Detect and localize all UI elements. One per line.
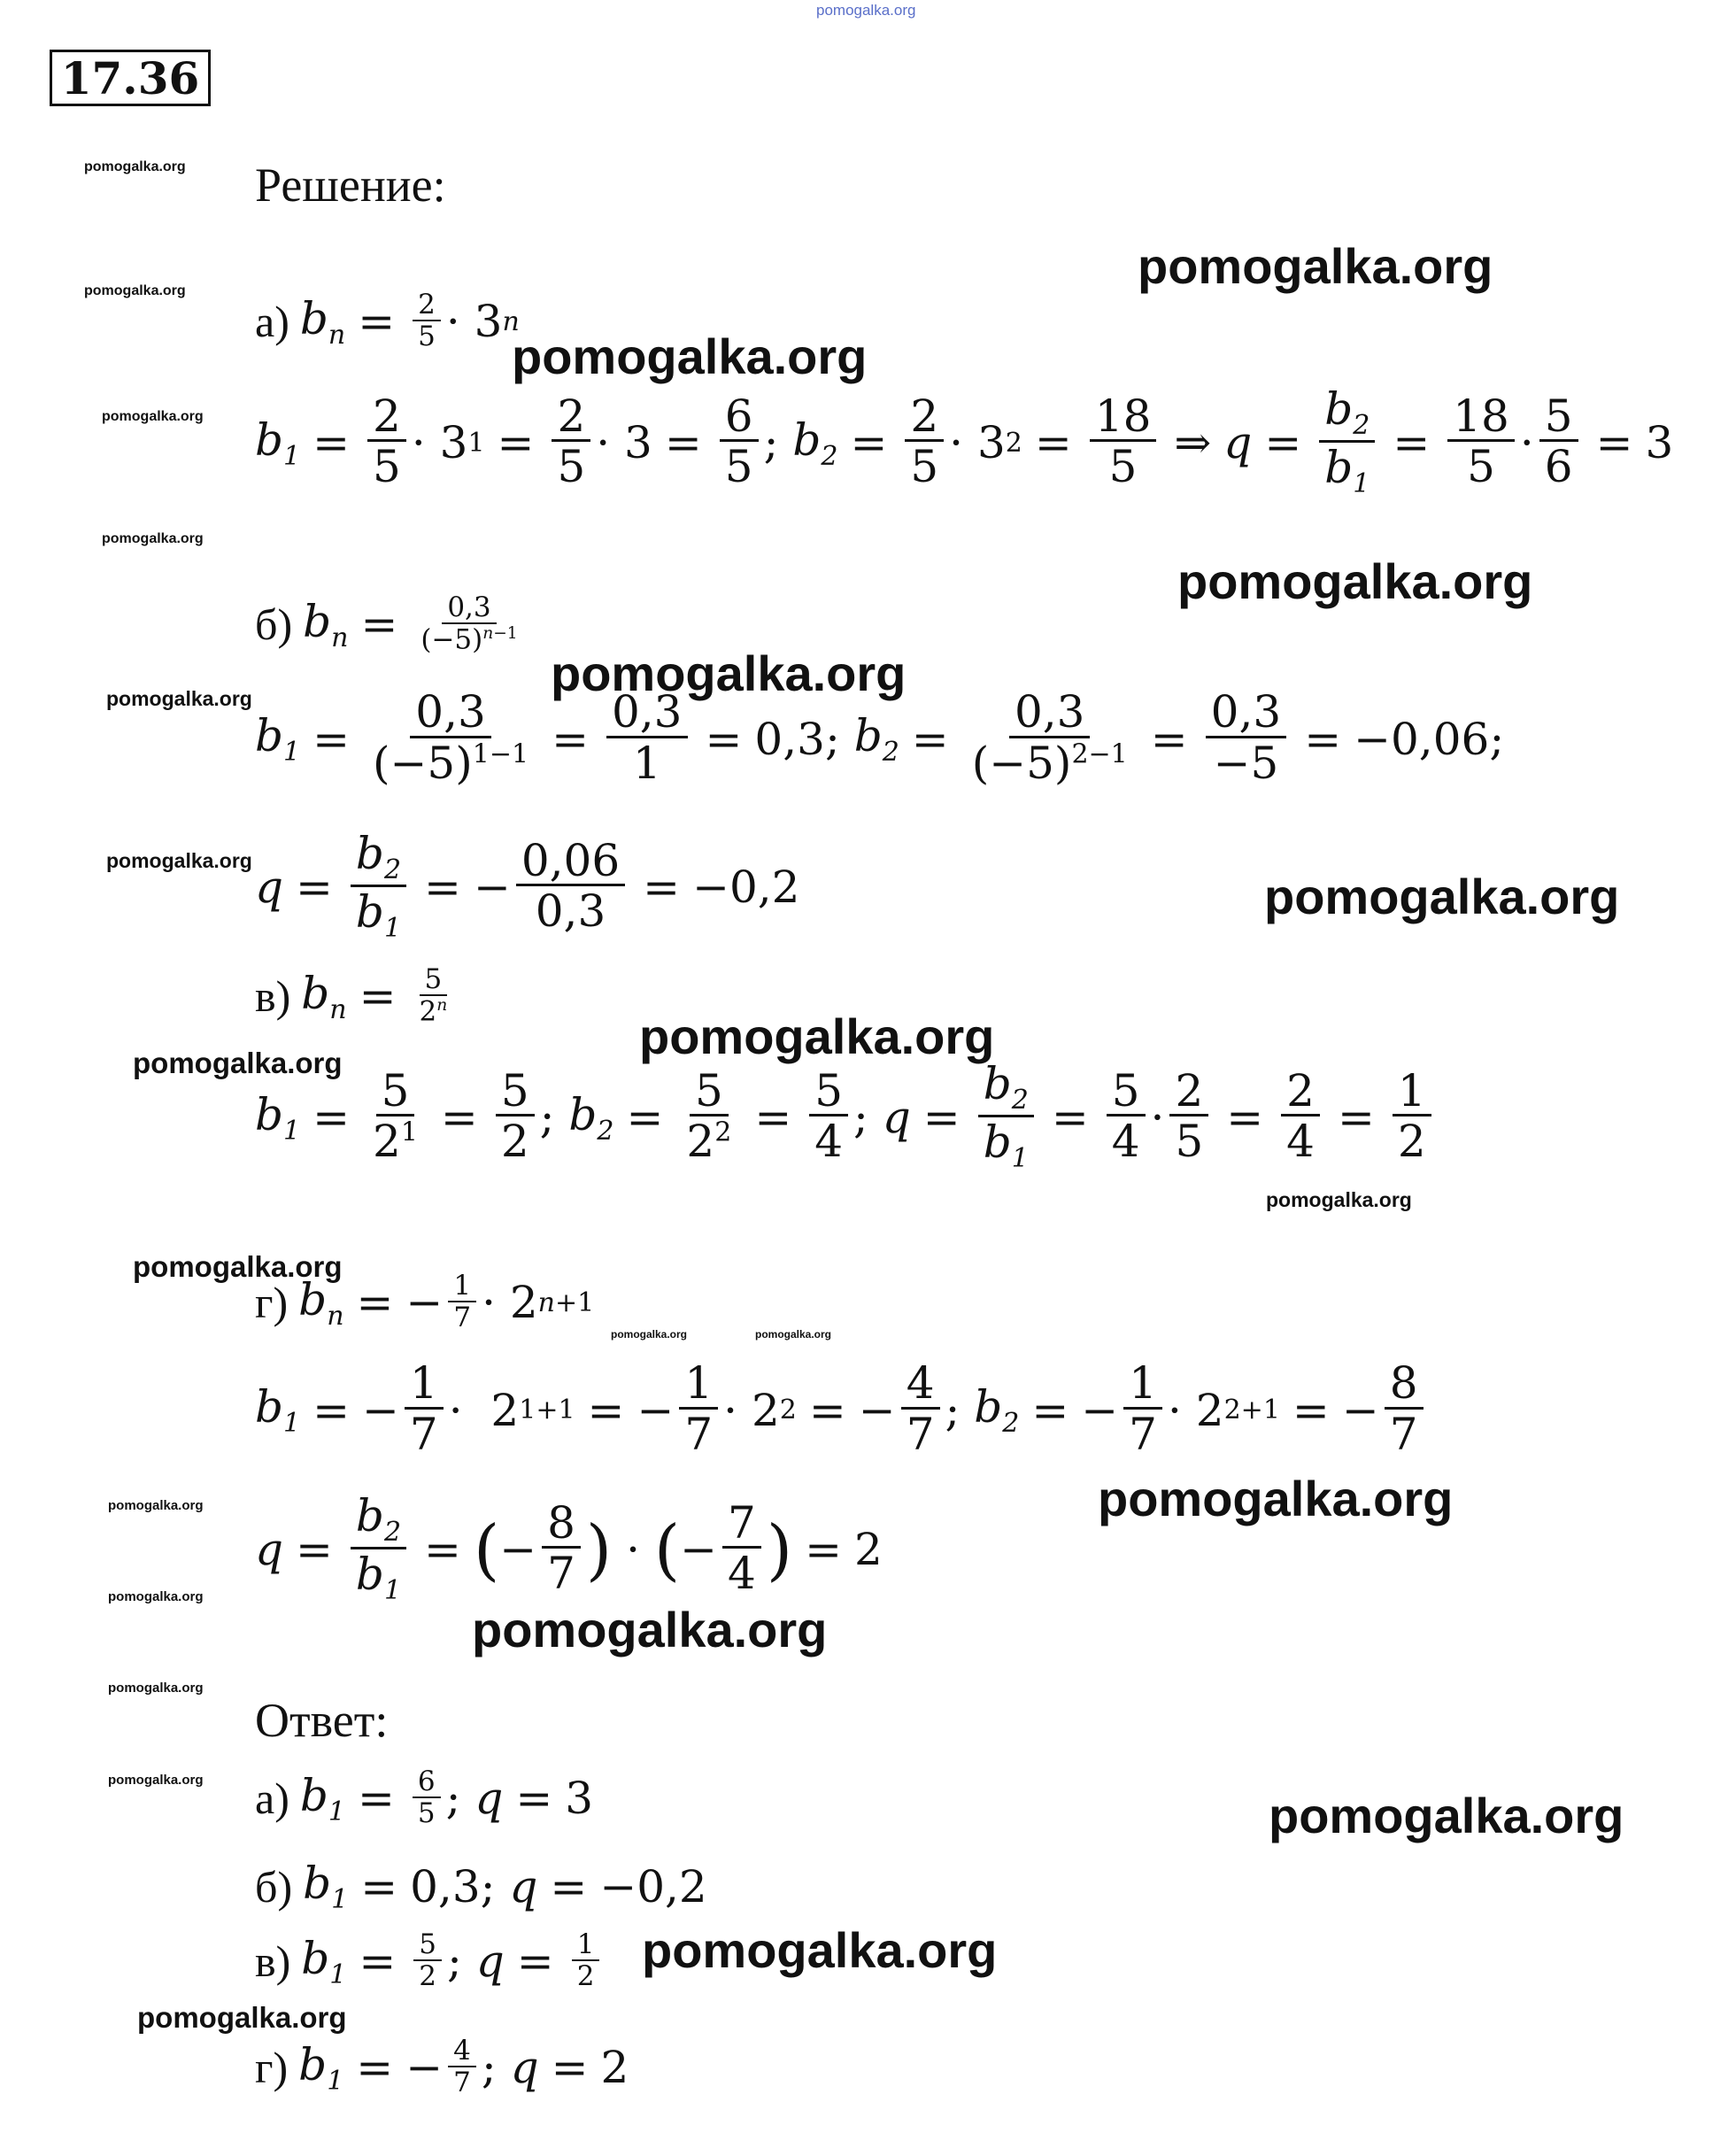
part-b-given: б) $b_n$ = $\frac{0,3}{(-5)^{n-1}}$ [255,591,518,655]
answer-heading: Ответ: [255,1694,389,1747]
part-a-given: а) $b_n$ = $\frac{2}{5}$ · 3 n [255,289,520,352]
watermark: pomogalka.org [551,645,907,701]
watermark: pomogalka.org [639,1008,995,1064]
part-v-given: в) $b_n$ = $\frac{5}{2^n}$ [255,963,448,1027]
watermark: pomogalka.org [512,328,868,384]
part-g-given: г) $b_n$ = − $\frac{1}{7}$ · 2 n+1 [255,1270,595,1333]
watermark: pomogalka.org [642,1922,998,1978]
watermark: pomogalka.org [84,159,186,174]
watermark: pomogalka.org [108,1681,204,1696]
answer-g: г) $b_1$ = − $\frac{4}{7}$ ; q = 2 [255,2035,629,2098]
watermark: pomogalka.org [108,1498,204,1513]
watermark: pomogalka.org [84,283,186,298]
answer-b: б) $b_1$ = 0,3 ; q = −0,2 [255,1858,707,1915]
task-number-box: 17.36 [50,50,211,106]
part-b-computation: $b_1$ = $\frac{0,3}{(-5)^{1-1}}$ = $\frac{0,3}{1}$ = 0,3 ; $b_2$ = $\frac{0,3}{(-5)^{2-1}}$ = $\frac{0,3}{-5}$ = −0,06; [255,686,1505,789]
watermark: pomogalka.org [1098,1471,1454,1526]
watermark: pomogalka.org [1264,869,1620,924]
watermark: pomogalka.org [472,1602,828,1657]
part-v-computation: $b_1$ = $\frac{5}{2^1}$ = $\frac{5}{2}$ ; $b_2$ = $\frac{5}{2^2}$ = $\frac{5}{4}$ ; q = $\frac{b_2}{b_1}$ = $\frac{5}{4}$ · $\frac{2}{5}$ = $\frac{2}{4}$ = $\frac{1}{2}$ [255,1061,1437,1174]
watermark: pomogalka.org [611,1328,688,1341]
solution-heading: Решение: [255,158,446,212]
watermark: pomogalka.org [133,1250,343,1283]
watermark: pomogalka.org [1138,238,1493,294]
answer-v: в) $b_1$ = $\frac{5}{2}$ ; q = $\frac{1}{2}$ [255,1930,605,1992]
watermark: pomogalka.org [108,1773,204,1788]
fraction: $\frac{2}{5}$ [413,290,441,352]
watermark: pomogalka.org [106,849,252,872]
label-b: б) [255,599,293,650]
watermark: pomogalka.org [137,2001,347,2034]
watermark: pomogalka.org [102,409,204,424]
part-b-ratio: q = $\frac{b_2}{b_1}$ = − $\frac{0,06}{0,3}$ = −0,2 [255,828,800,944]
label-a: а) [255,297,289,347]
watermark: pomogalka.org [1177,553,1533,609]
label-v: в) [255,971,291,1022]
part-a-computation: $b_1$ = $\frac{2}{5}$ · 3 1 = $\frac{2}{5}$ · 3 = $\frac{6}{5}$ ; $b_2$ = $\frac{2}{5}$ · 3 2 = $\frac{18}{5}$ ⇒ q = $\frac{b_2}{b_1}$ = $\frac{18}{5}$ · $\frac{5}{6}$ = 3 [255,383,1674,499]
top-watermark[interactable]: pomogalka.org [816,2,916,19]
part-g-ratio: q = $\frac{b_2}{b_1}$ = ( − $\frac{8}{7}$ ) · ( − $\frac{7}{4}$ ) = 2 [255,1490,883,1606]
watermark: pomogalka.org [133,1047,343,1079]
watermark: pomogalka.org [755,1328,832,1341]
watermark: pomogalka.org [1269,1788,1624,1843]
watermark: pomogalka.org [108,1589,204,1604]
watermark: pomogalka.org [1266,1188,1412,1211]
label-g: г) [255,1278,289,1328]
part-g-computation: $b_1$ = − $\frac{1}{7}$ · 2 1+1 = − $\frac{1}{7}$ · 2 2 = − $\frac{4}{7}$ ; $b_2$ = − $\frac{1}{7}$ · 2 2+1 = − $\frac{8}{7}$ [255,1360,1429,1460]
watermark: pomogalka.org [102,531,204,546]
answer-a: а) $b_1$ = $\frac{6}{5}$ ; q = 3 [255,1766,594,1829]
watermark: pomogalka.org [106,687,252,710]
